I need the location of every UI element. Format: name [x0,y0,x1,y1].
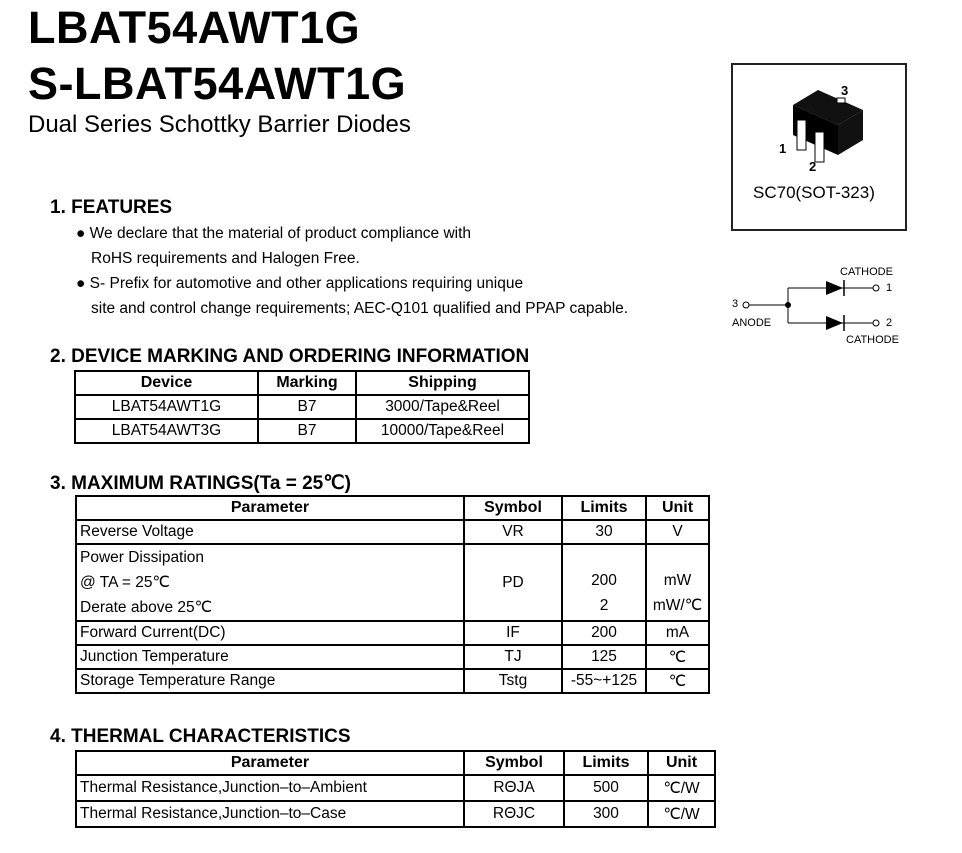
col-unit: Unit [646,496,709,520]
cathode1-label: CATHODE [840,266,893,278]
limit: 300 [564,801,648,827]
pin-2-label: 2 [809,159,817,174]
limit: 30 [562,520,646,544]
package-box [731,63,907,231]
unit: mA [646,621,709,645]
marking: B7 [258,395,356,419]
limit-value: 2 [599,596,609,614]
parameter: Forward Current(DC) [76,621,464,645]
symbol: PD [464,544,562,621]
parameter: Thermal Resistance,Junction–to–Case [76,801,464,827]
symbol: RΘJC [464,801,564,827]
marking: B7 [258,419,356,443]
table-row [75,395,529,419]
limit: 500 [564,775,648,801]
symbol: VR [464,520,562,544]
col-parameter: Parameter [76,751,464,775]
unit: ℃ [646,669,709,693]
device: LBAT54AWT3G [75,419,258,443]
unit: ℃/W [648,801,715,827]
pd-line: Derate above 25℃ [80,599,213,616]
feature-text: site and control change requirements; AEC-Q101 qualified and PPAP capable. [91,300,629,317]
ratings-heading: 3. MAXIMUM RATINGS(Ta = 25℃) [50,473,351,494]
pin-1-label: 1 [779,141,787,156]
part-number-title-s: S-LBAT54AWT1G [28,58,407,109]
device: LBAT54AWT1G [75,395,258,419]
anode-pin: 3 [732,298,739,310]
pin-3-label: 3 [841,83,849,98]
ordering-heading: 2. DEVICE MARKING AND ORDERING INFORMATION [50,346,530,367]
table-row [76,775,715,801]
cathode2-label: CATHODE [846,334,899,346]
feature-text: We declare that the material of product compliance with [89,225,472,242]
col-parameter: Parameter [76,496,464,520]
symbol: IF [464,621,562,645]
col-shipping: Shipping [356,371,529,395]
part-number-title: LBAT54AWT1G [28,2,361,53]
col-symbol: Symbol [464,751,564,775]
thermal-table [75,750,716,828]
unit [646,544,709,621]
limit-value: 200 [591,571,617,589]
package-image [773,80,873,170]
table-header-row [76,496,709,520]
parameter: Reverse Voltage [76,520,464,544]
cathode1-pin: 1 [886,282,893,294]
table-row [75,419,529,443]
limit: 125 [562,645,646,669]
table-header-row [75,371,529,395]
parameter: Junction Temperature [76,645,464,669]
ratings-table [75,495,710,694]
table-row [76,801,715,827]
feature-item: ● We declare that the material of product compliance with [76,225,472,242]
feature-text: RoHS requirements and Halogen Free. [91,250,360,267]
parameter: Storage Temperature Range [76,669,464,693]
subtitle: Dual Series Schottky Barrier Diodes [28,111,411,138]
cathode2-pin: 2 [886,317,893,329]
unit-value: mW [663,571,692,589]
pd-line: Power Dissipation [80,549,205,566]
package-name: SC70(SOT-323) [753,183,875,202]
pd-line: @ TA = 25℃ [80,574,170,591]
table-row [76,669,709,693]
parameter [76,544,464,621]
symbol: RΘJA [464,775,564,801]
col-unit: Unit [648,751,715,775]
col-symbol: Symbol [464,496,562,520]
col-limits: Limits [564,751,648,775]
col-limits: Limits [562,496,646,520]
unit: ℃/W [648,775,715,801]
feature-item: ● S- Prefix for automotive and other applications requiring unique [76,275,524,292]
table-row [76,621,709,645]
shipping: 3000/Tape&Reel [356,395,529,419]
table-row [76,544,709,621]
limit [562,544,646,621]
unit: ℃ [646,645,709,669]
features-heading: 1. FEATURES [50,197,173,218]
parameter: Thermal Resistance,Junction–to–Ambient [76,775,464,801]
unit-value: mW/℃ [652,596,703,614]
limit: -55~+125 [562,669,646,693]
thermal-heading: 4. THERMAL CHARACTERISTICS [50,726,351,747]
ordering-table [74,370,530,444]
table-header-row [76,751,715,775]
symbol: Tstg [464,669,562,693]
symbol: TJ [464,645,562,669]
schematic [728,262,918,352]
unit: V [646,520,709,544]
feature-text: S- Prefix for automotive and other applications requiring unique [89,275,524,292]
col-marking: Marking [258,371,356,395]
table-row [76,645,709,669]
limit: 200 [562,621,646,645]
anode-label: ANODE [732,317,772,329]
table-row [76,520,709,544]
col-device: Device [75,371,258,395]
shipping: 10000/Tape&Reel [356,419,529,443]
